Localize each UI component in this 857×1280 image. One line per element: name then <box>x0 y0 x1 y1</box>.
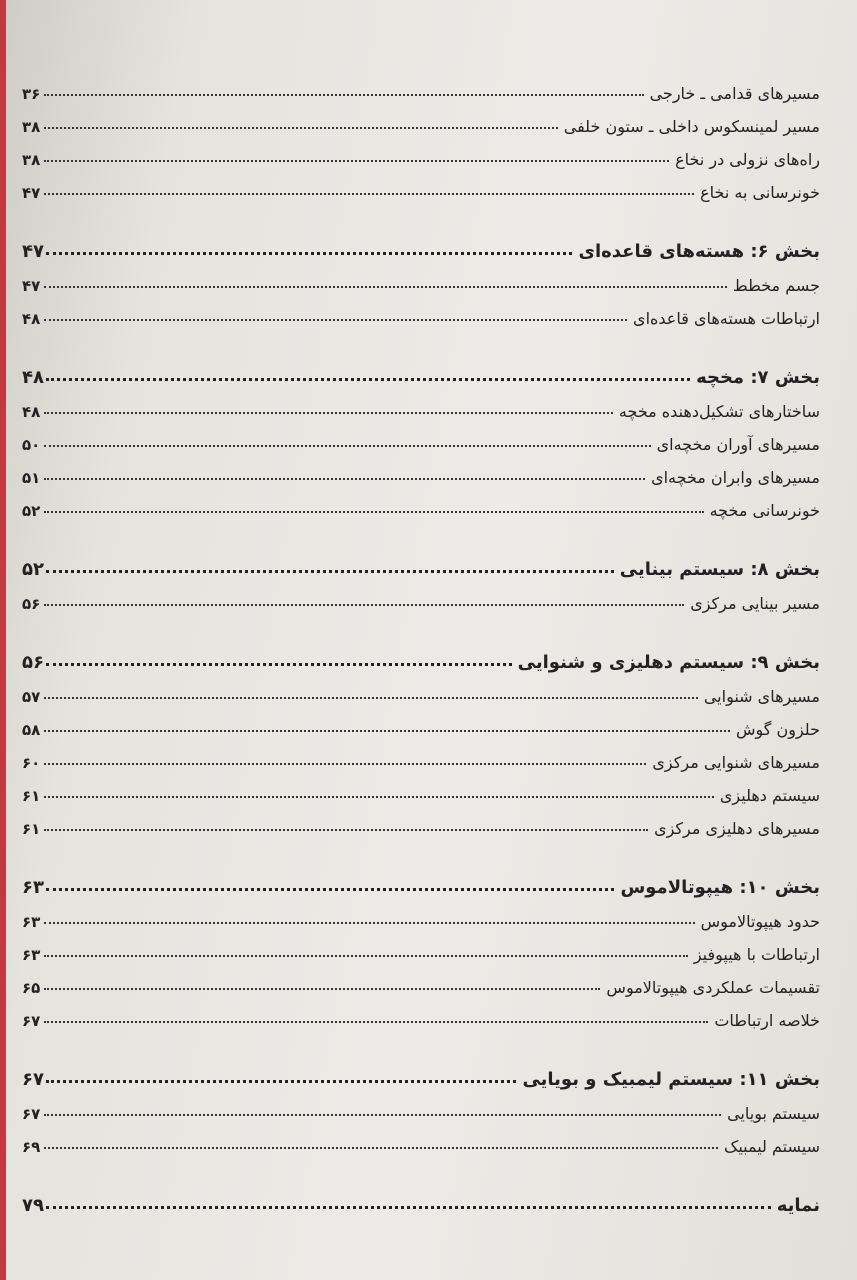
section-gap <box>22 1030 820 1054</box>
toc-entry-title: حدود هیپوتالاموس <box>700 912 820 931</box>
toc-entry <box>22 931 820 964</box>
toc-page-number: ۳۸ <box>22 151 41 169</box>
dot-leader <box>44 93 644 96</box>
dot-leader <box>46 569 614 573</box>
toc-page-number: ۶۷ <box>22 1012 41 1030</box>
dot-leader <box>46 1205 771 1209</box>
toc-entry <box>22 1090 820 1123</box>
toc-page-number: ۵۲ <box>22 502 41 520</box>
toc-entry-title: سیستم لیمبیک <box>724 1137 820 1156</box>
toc-section-heading <box>22 1054 820 1090</box>
toc-entry-title: بخش ۷: مخچه <box>696 367 820 388</box>
dot-leader <box>44 126 558 129</box>
page-edge-red <box>0 0 6 1280</box>
toc-entry <box>22 772 820 805</box>
dot-leader <box>44 411 613 414</box>
toc-entry <box>22 295 820 328</box>
dot-leader <box>44 987 600 990</box>
toc-entry <box>22 103 820 136</box>
toc-entry-title: ساختارهای تشکیل‌دهنده مخچه <box>618 402 820 421</box>
toc-entry <box>22 997 820 1030</box>
toc-page-number: ۵۲ <box>22 559 44 580</box>
toc-entry <box>22 706 820 739</box>
toc-section-heading <box>22 352 820 388</box>
toc-page-number: ۷۹ <box>22 1195 44 1216</box>
section-gap <box>22 613 820 637</box>
toc-page-number: ۵۸ <box>22 721 41 739</box>
toc-section-heading <box>22 862 820 898</box>
toc-entry-title: ارتباطات هسته‌های قاعده‌ای <box>633 309 820 328</box>
toc-page-number: ۳۶ <box>22 85 41 103</box>
toc-entry <box>22 805 820 838</box>
toc-page-number: ۴۸ <box>22 367 44 388</box>
toc-page-number: ۴۷ <box>22 277 41 295</box>
dot-leader <box>44 1020 708 1023</box>
toc-entry-title: نمایه <box>776 1195 820 1216</box>
toc-entry-title: خلاصه ارتباطات <box>714 1011 820 1030</box>
toc-page-number: ۵۶ <box>22 652 44 673</box>
dot-leader <box>44 696 698 699</box>
toc-page-number: ۶۹ <box>22 1138 41 1156</box>
toc-page-number: ۶۷ <box>22 1105 41 1123</box>
toc-page-number: ۵۰ <box>22 436 41 454</box>
toc-entry <box>22 136 820 169</box>
toc-entry-title: راه‌های نزولی در نخاع <box>675 150 820 169</box>
toc-page-number: ۶۷ <box>22 1069 44 1090</box>
dot-leader <box>46 1079 516 1083</box>
toc-entry-title: مسیرهای دهلیزی مرکزی <box>654 819 820 838</box>
dot-leader <box>46 251 573 255</box>
toc-entry-title: مسیرهای شنوایی <box>703 687 820 706</box>
toc-section-heading <box>22 1180 820 1216</box>
toc-entry <box>22 70 820 103</box>
toc-entry-title: خونرسانی مخچه <box>709 501 820 520</box>
dot-leader <box>44 510 704 513</box>
dot-leader <box>44 477 645 480</box>
dot-leader <box>44 828 648 831</box>
toc-page-number: ۶۰ <box>22 754 41 772</box>
dot-leader <box>44 921 695 924</box>
toc-page-number: ۶۳ <box>22 877 44 898</box>
toc-entry <box>22 262 820 295</box>
toc-entry-title: مسیرهای قدامی ـ خارجی <box>649 84 820 103</box>
toc-entry <box>22 388 820 421</box>
table-of-contents <box>22 70 820 1216</box>
toc-page-number: ۵۷ <box>22 688 41 706</box>
toc-page-number: ۶۳ <box>22 913 41 931</box>
toc-section-heading <box>22 226 820 262</box>
toc-page-number: ۴۷ <box>22 241 44 262</box>
toc-entry-title: حلزون گوش <box>736 720 820 739</box>
dot-leader <box>46 662 512 666</box>
toc-entry-title: بخش ۱۱: سیستم لیمبیک و بویایی <box>522 1069 820 1090</box>
toc-entry-title: بخش ۸: سیستم بینایی <box>619 559 820 580</box>
section-gap <box>22 520 820 544</box>
toc-page-number: ۴۸ <box>22 403 41 421</box>
section-gap <box>22 838 820 862</box>
toc-entry-title: تقسیمات عملکردی هیپوتالاموس <box>606 978 820 997</box>
section-gap <box>22 202 820 226</box>
toc-section-heading <box>22 544 820 580</box>
toc-entry <box>22 580 820 613</box>
dot-leader <box>44 954 688 957</box>
toc-page-number: ۵۶ <box>22 595 41 613</box>
dot-leader <box>44 795 714 798</box>
toc-entry <box>22 673 820 706</box>
dot-leader <box>44 285 727 288</box>
toc-page-number: ۴۸ <box>22 310 41 328</box>
dot-leader <box>44 1146 718 1149</box>
toc-entry <box>22 739 820 772</box>
toc-entry-title: بخش ۹: سیستم دهلیزی و شنوایی <box>517 652 820 673</box>
toc-entry <box>22 898 820 931</box>
toc-page-number: ۶۳ <box>22 946 41 964</box>
section-gap <box>22 328 820 352</box>
toc-page-number: ۶۵ <box>22 979 41 997</box>
dot-leader <box>44 603 684 606</box>
toc-entry <box>22 169 820 202</box>
dot-leader <box>44 192 694 195</box>
toc-entry <box>22 487 820 520</box>
toc-entry-title: بخش ۱۰: هیپوتالاموس <box>620 877 820 898</box>
toc-entry-title: مسیر بینایی مرکزی <box>690 594 820 613</box>
toc-section-heading <box>22 637 820 673</box>
toc-entry-title: سیستم بویایی <box>727 1104 820 1123</box>
dot-leader <box>46 377 690 381</box>
toc-entry <box>22 421 820 454</box>
section-gap <box>22 1156 820 1180</box>
toc-page-number: ۶۱ <box>22 787 41 805</box>
toc-entry <box>22 964 820 997</box>
toc-page-number: ۵۱ <box>22 469 41 487</box>
toc-entry-title: ارتباطات با هیپوفیز <box>693 945 820 964</box>
toc-entry-title: سیستم دهلیزی <box>719 786 820 805</box>
toc-entry-title: بخش ۶: هسته‌های قاعده‌ای <box>578 241 820 262</box>
toc-entry-title: خونرسانی به نخاع <box>700 183 820 202</box>
dot-leader <box>44 762 646 765</box>
toc-entry <box>22 1123 820 1156</box>
toc-entry-title: مسیرهای وابران مخچه‌ای <box>651 468 820 487</box>
dot-leader <box>44 1113 721 1116</box>
dot-leader <box>46 887 614 891</box>
toc-entry-title: جسم مخطط <box>732 276 820 295</box>
toc-entry <box>22 454 820 487</box>
dot-leader <box>44 159 669 162</box>
toc-page-number: ۶۱ <box>22 820 41 838</box>
toc-page-number: ۴۷ <box>22 184 41 202</box>
dot-leader <box>44 729 730 732</box>
toc-entry-title: مسیرهای آوران مخچه‌ای <box>656 435 820 454</box>
dot-leader <box>44 318 627 321</box>
dot-leader <box>44 444 651 447</box>
toc-entry-title: مسیر لمینسکوس داخلی ـ ستون خلفی <box>563 117 820 136</box>
toc-entry-title: مسیرهای شنوایی مرکزی <box>652 753 820 772</box>
toc-page-number: ۳۸ <box>22 118 41 136</box>
